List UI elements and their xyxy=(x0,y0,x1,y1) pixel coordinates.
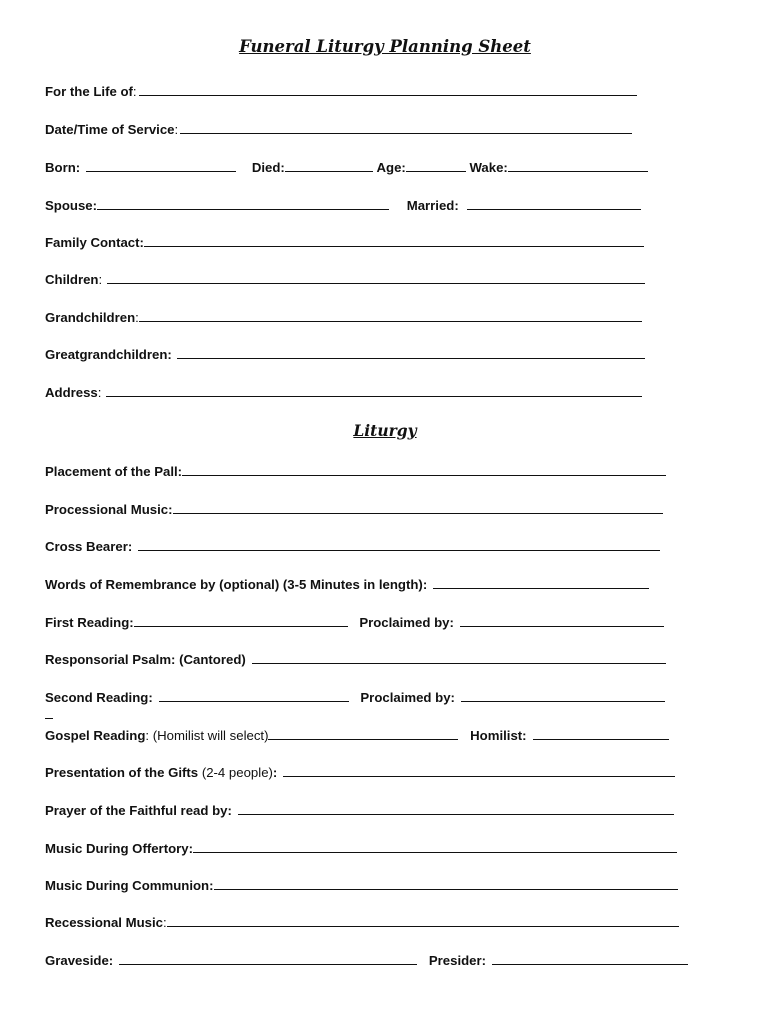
remembrance-field[interactable] xyxy=(45,576,649,593)
family-contact-row xyxy=(45,234,644,251)
proclaimed-by-2-field[interactable] xyxy=(360,689,665,706)
address-label: Address xyxy=(45,385,98,400)
died-label: Died: xyxy=(251,160,285,175)
graveside-field[interactable] xyxy=(45,952,417,969)
date-time-line[interactable] xyxy=(180,121,632,134)
offertory-row xyxy=(45,840,677,857)
age-label: Age: xyxy=(376,160,406,175)
presider-line[interactable] xyxy=(492,952,688,965)
greatgrandchildren-row xyxy=(45,346,645,363)
pall-label: Placement of the Pall: xyxy=(45,464,183,479)
recessional-line[interactable] xyxy=(167,914,679,927)
first-reading-label: First Reading: xyxy=(45,615,134,630)
life-of-label: For the Life of xyxy=(45,84,133,99)
greatgrandchildren-line[interactable] xyxy=(177,346,645,359)
born-line[interactable] xyxy=(86,159,236,172)
cross-bearer-row xyxy=(45,538,660,555)
grandchildren-label: Grandchildren xyxy=(45,310,136,325)
proclaimed-by-1-field[interactable] xyxy=(359,614,664,631)
date-time-field[interactable]: Date/Time of Service: xyxy=(45,121,632,138)
second-reading-row xyxy=(45,689,665,706)
children-row xyxy=(45,271,645,288)
psalm-field[interactable] xyxy=(45,651,666,668)
born-died-row xyxy=(45,159,648,176)
remembrance-row xyxy=(45,576,649,593)
family-contact-line[interactable] xyxy=(144,234,644,247)
wake-line[interactable] xyxy=(508,159,648,172)
married-field[interactable] xyxy=(407,197,641,214)
processional-line[interactable] xyxy=(173,501,663,514)
family-contact-field[interactable] xyxy=(45,234,644,251)
gospel-line[interactable] xyxy=(268,727,458,740)
communion-field[interactable] xyxy=(45,877,678,894)
recessional-label: Recessional Music xyxy=(45,915,164,930)
wake-field[interactable] xyxy=(469,159,647,176)
cross-bearer-line[interactable] xyxy=(138,538,660,551)
faithful-field[interactable] xyxy=(45,802,674,819)
married-label: Married: xyxy=(406,198,459,213)
faithful-line[interactable] xyxy=(238,802,674,815)
pall-field[interactable] xyxy=(45,463,666,480)
remembrance-line[interactable] xyxy=(433,576,649,589)
first-reading-line[interactable] xyxy=(134,614,348,627)
graveside-row xyxy=(45,952,688,969)
communion-row xyxy=(45,877,678,894)
children-line[interactable] xyxy=(107,271,645,284)
life-of-row xyxy=(45,83,637,100)
gifts-note: (2-4 people) xyxy=(201,765,273,780)
recessional-field[interactable]: Recessional Music: xyxy=(45,914,679,931)
grandchildren-field[interactable]: Grandchildren: xyxy=(45,309,642,326)
pall-row xyxy=(45,463,666,480)
children-label: Children xyxy=(45,272,99,287)
offertory-field[interactable] xyxy=(45,840,677,857)
gifts-line[interactable] xyxy=(283,764,675,777)
died-field[interactable] xyxy=(252,159,373,176)
life-of-field[interactable]: For the Life of: xyxy=(45,83,637,100)
second-reading-label: Second Reading: xyxy=(45,690,153,705)
children-field[interactable]: Children: xyxy=(45,271,645,288)
second-reading-field[interactable] xyxy=(45,689,349,706)
communion-label: Music During Communion: xyxy=(45,878,214,893)
liturgy-section-title: Liturgy xyxy=(353,421,417,440)
spouse-label: Spouse: xyxy=(45,198,98,213)
grandchildren-line[interactable] xyxy=(139,309,642,322)
offertory-line[interactable] xyxy=(193,840,677,853)
age-line[interactable] xyxy=(406,159,466,172)
graveside-label: Graveside: xyxy=(45,953,114,968)
remembrance-label: Words of Remembrance by (optional) (3-5 Minutes in length): xyxy=(45,577,428,592)
psalm-row xyxy=(45,651,666,668)
proclaimed-by-2-label: Proclaimed by: xyxy=(360,690,455,705)
first-reading-row xyxy=(45,614,664,631)
wake-label: Wake: xyxy=(469,160,508,175)
address-row xyxy=(45,384,642,401)
processional-field[interactable] xyxy=(45,501,663,518)
stray-underscore xyxy=(45,718,53,719)
greatgrandchildren-label: Greatgrandchildren: xyxy=(45,347,172,362)
born-label: Born: xyxy=(45,160,81,175)
graveside-line[interactable] xyxy=(119,952,417,965)
family-contact-label: Family Contact: xyxy=(45,235,144,250)
life-of-line[interactable] xyxy=(139,83,637,96)
document-title: Funeral Liturgy Planning Sheet xyxy=(239,37,531,56)
communion-line[interactable] xyxy=(214,877,678,890)
homilist-label: Homilist: xyxy=(470,728,527,743)
married-line[interactable] xyxy=(467,197,641,210)
gifts-field[interactable]: Presentation of the Gifts (2-4 people): xyxy=(45,764,675,781)
proclaimed-by-2-line[interactable] xyxy=(461,689,665,702)
address-line[interactable] xyxy=(106,384,642,397)
homilist-field[interactable] xyxy=(470,727,668,744)
gospel-row xyxy=(45,727,669,744)
offertory-label: Music During Offertory: xyxy=(45,841,193,856)
gifts-row xyxy=(45,764,675,781)
psalm-line[interactable] xyxy=(252,651,666,664)
proclaimed-by-1-label: Proclaimed by: xyxy=(359,615,454,630)
address-field[interactable]: Address: xyxy=(45,384,642,401)
grandchildren-row xyxy=(45,309,642,326)
processional-row xyxy=(45,501,663,518)
first-reading-field[interactable] xyxy=(45,614,348,631)
greatgrandchildren-field[interactable] xyxy=(45,346,645,363)
homilist-line[interactable] xyxy=(533,727,669,740)
presider-field[interactable] xyxy=(429,952,688,969)
recessional-row xyxy=(45,914,679,931)
date-time-row xyxy=(45,121,632,138)
faithful-label: Prayer of the Faithful read by: xyxy=(45,803,232,818)
faithful-row xyxy=(45,802,674,819)
date-time-label: Date/Time of Service xyxy=(45,122,175,137)
spouse-field[interactable] xyxy=(45,197,389,214)
second-reading-line[interactable] xyxy=(159,689,349,702)
presider-label: Presider: xyxy=(428,953,487,968)
age-field[interactable] xyxy=(376,159,465,176)
cross-bearer-label: Cross Bearer: xyxy=(45,539,133,554)
gospel-field[interactable]: Gospel Reading: (Homilist will select) xyxy=(45,727,458,744)
died-line[interactable] xyxy=(285,159,373,172)
gospel-note: (Homilist will select) xyxy=(152,728,269,743)
proclaimed-by-1-line[interactable] xyxy=(460,614,664,627)
cross-bearer-field[interactable] xyxy=(45,538,660,555)
born-field[interactable] xyxy=(45,159,236,176)
pall-line[interactable] xyxy=(182,463,666,476)
gospel-label: Gospel Reading xyxy=(45,728,146,743)
gifts-label: Presentation of the Gifts xyxy=(45,765,199,780)
psalm-label: Responsorial Psalm: (Cantored) xyxy=(45,652,246,667)
spouse-row xyxy=(45,197,641,214)
spouse-line[interactable] xyxy=(97,197,389,210)
processional-label: Processional Music: xyxy=(45,502,173,517)
